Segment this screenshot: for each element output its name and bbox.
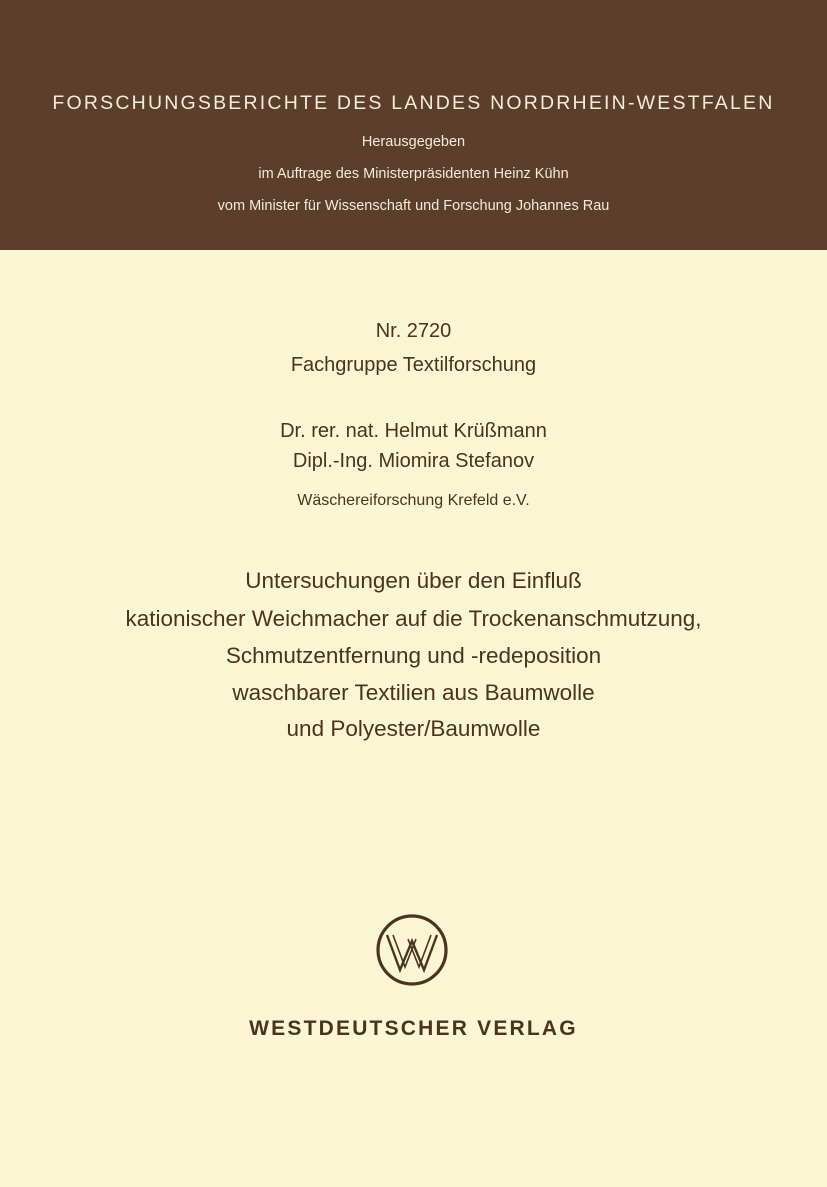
title-line-4: waschbarer Textilien aus Baumwolle (232, 680, 595, 705)
series-title: FORSCHUNGSBERICHTE DES LANDES NORDRHEIN-WESTFALEN (52, 92, 775, 114)
report-number: Nr. 2720 (375, 320, 452, 342)
publisher-note-line-2: im Auftrage des Ministerpräsidenten Heinz Kühn (258, 166, 569, 182)
publisher-logo-icon (374, 912, 450, 988)
author-2: Dipl.-Ing. Miomira Stefanov (292, 450, 535, 472)
subject-group: Fachgruppe Textilforschung (290, 354, 537, 376)
institute: Wäschereiforschung Krefeld e.V. (297, 492, 530, 509)
publisher-note-line-1: Herausgegeben (361, 134, 466, 150)
title-line-5: und Polyester/Baumwolle (286, 716, 541, 741)
publisher-note-line-3: vom Minister für Wissenschaft und Forschung Johannes Rau (217, 198, 610, 214)
title-line-3: Schmutzentfernung und -redeposition (225, 643, 602, 668)
header-band (0, 0, 827, 250)
title-line-1: Untersuchungen über den Einfluß (245, 568, 582, 593)
author-1: Dr. rer. nat. Helmut Krüßmann (280, 420, 547, 442)
publisher-name: WESTDEUTSCHER VERLAG (249, 1017, 578, 1040)
title-line-2: kationischer Weichmacher auf die Trockenanschmutzung, (125, 606, 702, 631)
